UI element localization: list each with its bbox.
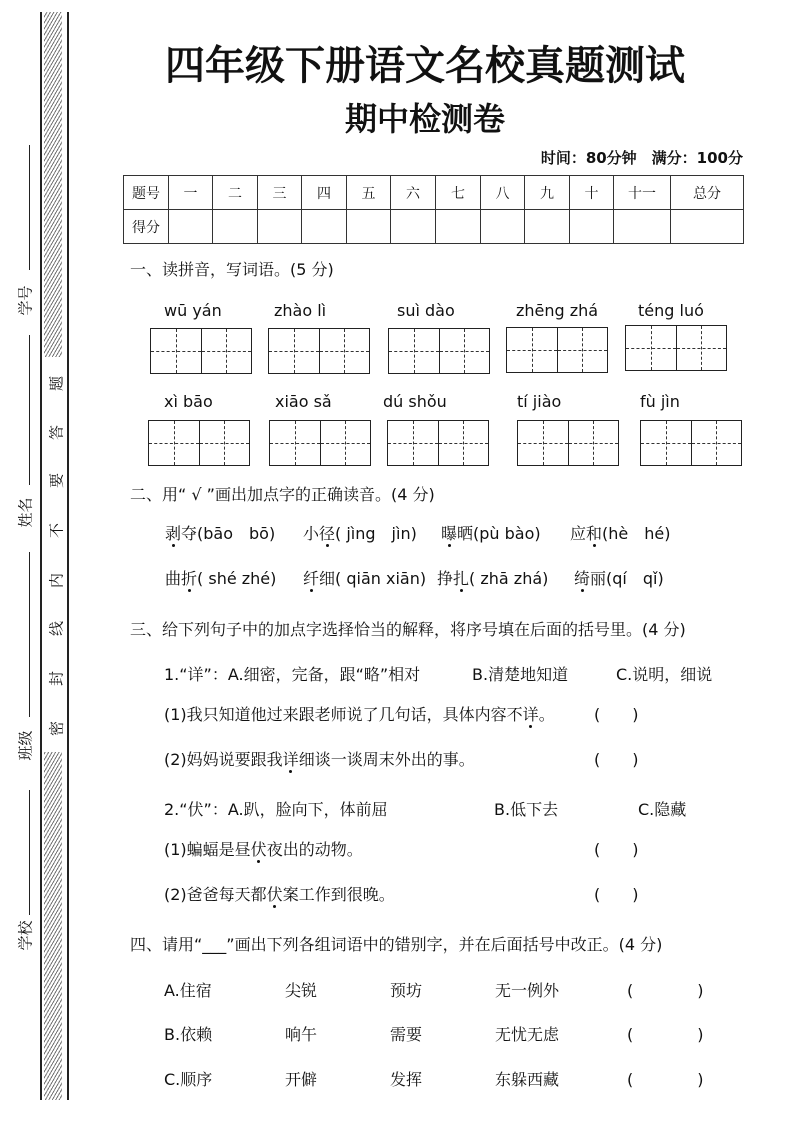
student-id-label: 学号 — [16, 285, 35, 316]
pronunciation-item[interactable]: 曲折( shé zhé) — [165, 569, 277, 588]
table-row — [124, 176, 744, 210]
sentence: (2)妈妈说要跟我详细谈一谈周末外出的事。 — [164, 750, 475, 769]
score-input[interactable] — [347, 210, 391, 244]
answer-parentheses[interactable]: ( ) — [594, 750, 639, 769]
table-cell: 七 — [436, 176, 481, 210]
table-cell: 二 — [213, 176, 258, 210]
class-line — [29, 552, 30, 717]
option-b: B.清楚地知道 — [472, 665, 569, 684]
dotted-char: 伏 — [266, 885, 283, 904]
section1-heading: 一、读拼音，写词语。(5 分) — [130, 260, 334, 279]
table-cell: 题号 — [124, 176, 169, 210]
word[interactable]: 开僻 — [285, 1070, 318, 1089]
sentence: (2)爸爸每天都伏案工作到很晚。 — [164, 885, 395, 904]
score-input[interactable] — [436, 210, 481, 244]
dotted-char: 详 — [522, 705, 539, 724]
table-cell: 九 — [525, 176, 570, 210]
score-input[interactable] — [614, 210, 671, 244]
pinyin: tí jiào — [517, 392, 562, 411]
pinyin: dú shǒu — [383, 392, 447, 411]
dotted-char: 径 — [319, 524, 336, 543]
pinyin: téng luó — [638, 301, 704, 320]
question-stem: 2.“伏”：A.趴，脸向下，体前屈 — [164, 800, 388, 819]
table-cell: 三 — [258, 176, 302, 210]
section4-heading: 四、请用“___”画出下列各组词语中的错别字，并在后面括号中改正。(4 分) — [130, 935, 663, 954]
name-label: 姓名 — [16, 497, 35, 528]
table-cell: 六 — [391, 176, 436, 210]
student-id-line — [29, 145, 30, 270]
option-b: B.低下去 — [494, 800, 559, 819]
seal-text-char: 答 — [47, 425, 66, 441]
writing-grid[interactable] — [268, 328, 370, 374]
score-input[interactable] — [302, 210, 347, 244]
word[interactable]: 响午 — [285, 1025, 318, 1044]
seal-text-char: 线 — [47, 621, 66, 637]
word[interactable]: 预坊 — [390, 981, 423, 1000]
writing-grid[interactable] — [640, 420, 742, 466]
word[interactable]: 尖锐 — [285, 981, 318, 1000]
pronunciation-item[interactable]: 挣扎( zhā zhá) — [437, 569, 549, 588]
word[interactable]: 无忧无虑 — [495, 1025, 560, 1044]
pinyin: fù jìn — [640, 392, 680, 411]
page-subtitle: 期中检测卷 — [344, 100, 505, 138]
table-cell: 十一 — [614, 176, 671, 210]
dotted-char: 曝 — [441, 524, 458, 543]
score-input[interactable] — [258, 210, 302, 244]
writing-grid[interactable] — [148, 420, 250, 466]
exam-time-score: 时间：80分钟 满分：100分 — [540, 149, 743, 167]
option-c: C.隐藏 — [638, 800, 687, 819]
writing-grid[interactable] — [506, 327, 608, 373]
table-cell: 总分 — [671, 176, 744, 210]
name-line — [29, 335, 30, 485]
writing-grid[interactable] — [150, 328, 252, 374]
seal-text-char: 题 — [47, 376, 66, 392]
seal-text-char: 内 — [47, 573, 66, 589]
answer-parentheses[interactable]: ( ) — [594, 705, 639, 724]
pinyin: zhēng zhá — [516, 301, 599, 320]
score-input[interactable] — [481, 210, 525, 244]
margin-line-outer — [40, 12, 42, 1100]
word[interactable]: B.依赖 — [164, 1025, 213, 1044]
pinyin: zhào lì — [274, 301, 327, 320]
pronunciation-item[interactable]: 小径( jìng jìn) — [303, 524, 417, 543]
seal-text-char: 封 — [47, 671, 66, 687]
word[interactable]: C.顺序 — [164, 1070, 213, 1089]
pinyin: suì dào — [397, 301, 455, 320]
word[interactable]: 东躲西藏 — [495, 1070, 560, 1089]
section2-heading: 二、用“ √ ”画出加点字的正确读音。(4 分) — [130, 485, 435, 504]
pronunciation-item[interactable]: 剥夺(bāo bō) — [165, 524, 276, 543]
seal-text-char: 不 — [47, 523, 66, 539]
sentence: (1)我只知道他过来跟老师说了几句话，具体内容不详。 — [164, 705, 555, 724]
writing-grid[interactable] — [388, 328, 490, 374]
school-label: 学校 — [16, 920, 35, 951]
table-cell: 八 — [481, 176, 525, 210]
section3-heading: 三、给下列句子中的加点字选择恰当的解释，将序号填在后面的括号里。(4 分) — [130, 620, 686, 639]
pinyin: xiāo sǎ — [275, 392, 332, 411]
sentence: (1)蝙蝠是昼伏夜出的动物。 — [164, 840, 363, 859]
dotted-char: 和 — [586, 524, 603, 543]
writing-grid[interactable] — [517, 420, 619, 466]
pronunciation-item[interactable]: 纤细( qiān xiān) — [303, 569, 427, 588]
answer-parentheses[interactable]: ( ) — [594, 885, 639, 904]
dotted-char: 扎 — [453, 569, 470, 588]
pronunciation-item[interactable]: 曝晒(pù bào) — [441, 524, 541, 543]
pinyin: wū yán — [164, 301, 222, 320]
dotted-char: 绮 — [574, 569, 591, 588]
word[interactable]: A.住宿 — [164, 981, 212, 1000]
answer-parentheses[interactable]: ( ) — [594, 840, 639, 859]
table-cell: 一 — [169, 176, 213, 210]
word[interactable]: 需要 — [390, 1025, 423, 1044]
table-cell: 十 — [570, 176, 614, 210]
score-input[interactable] — [213, 210, 258, 244]
page-title: 四年级下册语文名校真题测试 — [165, 43, 685, 89]
answer-parentheses[interactable]: ( ) — [627, 981, 704, 1000]
table-cell: 得分 — [124, 210, 169, 244]
writing-grid[interactable] — [269, 420, 371, 466]
seal-text-char: 要 — [47, 473, 66, 489]
seal-text-char: 密 — [47, 721, 66, 737]
writing-grid[interactable] — [387, 420, 489, 466]
score-table — [123, 175, 744, 244]
dotted-char: 详 — [282, 750, 299, 769]
score-input[interactable] — [525, 210, 570, 244]
total-score-input[interactable] — [671, 210, 744, 244]
class-label: 班级 — [16, 730, 35, 761]
table-row — [124, 210, 744, 244]
table-cell: 四 — [302, 176, 347, 210]
writing-grid[interactable] — [625, 325, 727, 371]
word[interactable]: 无一例外 — [495, 981, 560, 1000]
score-input[interactable] — [570, 210, 614, 244]
dotted-char: 伏 — [250, 840, 267, 859]
answer-parentheses[interactable]: ( ) — [627, 1025, 704, 1044]
pinyin: xì bāo — [164, 392, 213, 411]
dotted-char: 纤 — [303, 569, 320, 588]
score-input[interactable] — [169, 210, 213, 244]
question-stem: 1.“详”：A.细密，完备，跟“略”相对 — [164, 665, 421, 684]
dotted-char: 剥 — [165, 524, 182, 543]
dotted-char: 折 — [181, 569, 198, 588]
score-input[interactable] — [391, 210, 436, 244]
answer-parentheses[interactable]: ( ) — [627, 1070, 704, 1089]
table-cell: 五 — [347, 176, 391, 210]
word[interactable]: 发挥 — [390, 1070, 423, 1089]
option-c: C.说明，细说 — [616, 665, 713, 684]
school-line — [29, 790, 30, 915]
hatch-bottom — [44, 752, 62, 1100]
pronunciation-item[interactable]: 应和(hè hé) — [570, 524, 671, 543]
pronunciation-item[interactable]: 绮丽(qí qǐ) — [574, 569, 664, 588]
margin-line-inner — [67, 12, 69, 1100]
